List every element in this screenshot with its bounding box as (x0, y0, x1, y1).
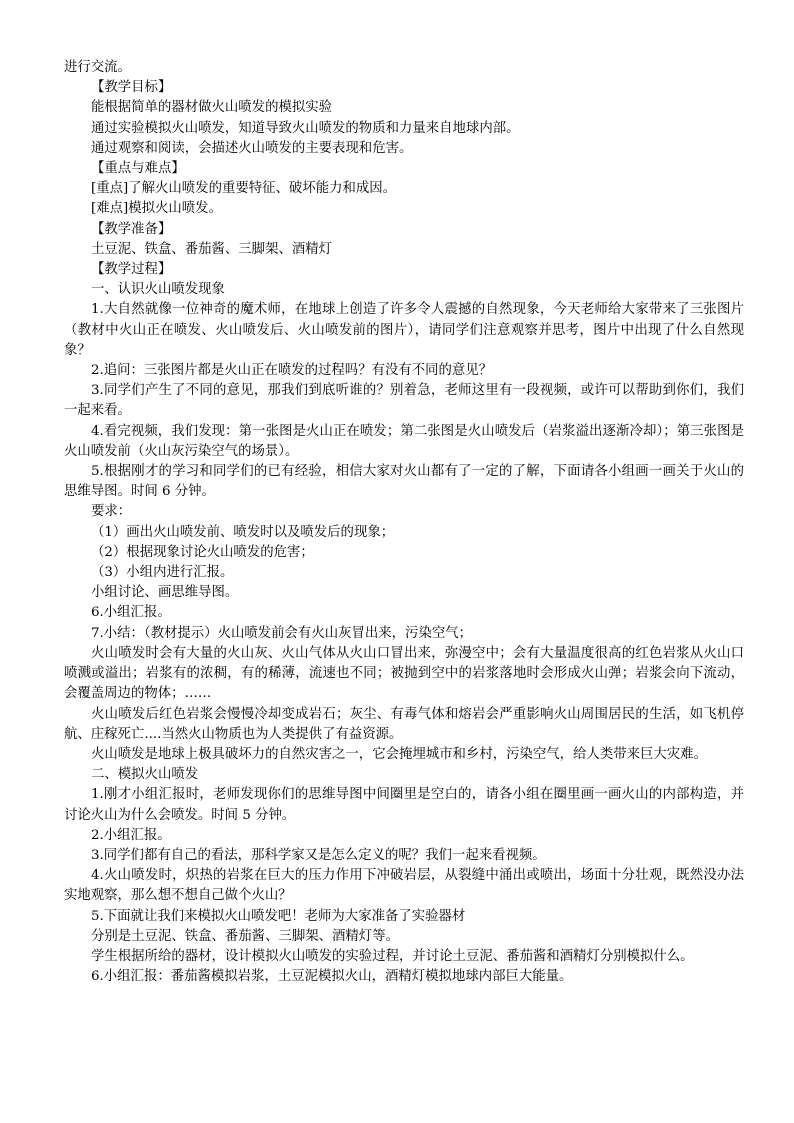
requirements-label: 要求： (91, 504, 132, 520)
section-title: 一、认识火山喷发现象 (91, 282, 225, 298)
requirement-item: （3）小组内进行汇报。 (91, 565, 234, 581)
heading-key-difficult: 【重点与难点】 (91, 161, 185, 177)
paragraph: 分别是土豆泥、铁盒、番茄酱、三脚架、酒精灯等。 (91, 928, 399, 944)
paragraph: 1.刚才小组汇报时，老师发现你们的思维导图中间圈里是空白的，请各小组在圈里画一画火山的内部构造，并讨论火山为什么会喷发。时间 5 分钟。 (64, 787, 744, 823)
goal-item: 通过观察和阅读，会描述火山喷发的主要表现和危害。 (91, 140, 413, 156)
paragraph: 小组讨论、画思维导图。 (91, 585, 239, 601)
paragraph: 4.火山喷发时，炽热的岩浆在巨大的压力作用下冲破岩层，从裂缝中涌出或喷出，场面十分壮观，既然没办法实地观察，那么想不想自己做个火山？ (64, 868, 744, 904)
prep-materials: 土豆泥、铁盒、番茄酱、三脚架、酒精灯 (91, 241, 333, 257)
heading-teaching-prep: 【教学准备】 (91, 221, 172, 237)
goal-item: 通过实验模拟火山喷发，知道导致火山喷发的物质和力量来自地球内部。 (91, 120, 520, 136)
paragraph: 火山喷发是地球上极具破坏力的自然灾害之一，它会掩埋城市和乡村，污染空气，给人类带来巨大灾难。 (91, 746, 707, 762)
paragraph: 3.同学们都有自己的看法，那科学家又是怎么定义的呢？我们一起来看视频。 (91, 847, 546, 863)
paragraph: 6.小组汇报。 (91, 605, 171, 621)
paragraph: 2.小组汇报。 (91, 827, 171, 843)
section-title: 二、模拟火山喷发 (91, 767, 199, 783)
heading-teaching-process: 【教学过程】 (91, 262, 172, 278)
key-point: [重点]了解火山喷发的重要特征、破坏能力和成因。 (91, 181, 397, 197)
intro-line: 进行交流。 (64, 60, 131, 75)
paragraph: 6.小组汇报：番茄酱模拟岩浆，土豆泥模拟火山，酒精灯模拟地球内部巨大能量。 (91, 969, 573, 985)
paragraph: 3.同学们产生了不同的意见，那我们到底听谁的？别着急，老师这里有一段视频，或许可以帮助到你们，我们一起来看。 (64, 383, 744, 419)
paragraph: 5.根据刚才的学习和同学们的已有经验，相信大家对火山都有了一定的了解，下面请各小组画一画关于火山的思维导图。时间 6 分钟。 (64, 464, 744, 500)
paragraph: 1.大自然就像一位神奇的魔术师，在地球上创造了许多令人震撼的自然现象，今天老师给大家带来了三张图片（教材中火山正在喷发、火山喷发后、火山喷发前的图片），请同学们注意观察并思考，图片中出现了什么自然现象？ (64, 302, 744, 358)
paragraph: 4.看完视频，我们发现：第一张图是火山正在喷发；第二张图是火山喷发后（岩浆溢出逐渐冷却）；第三张图是火山喷发前（火山灰污染空气的场景）。 (64, 423, 744, 459)
heading-teaching-goals: 【教学目标】 (91, 80, 172, 96)
paragraph: 学生根据所给的器材，设计模拟火山喷发的实验过程，并讨论土豆泥、番茄酱和酒精灯分别模拟什么。 (91, 948, 694, 964)
requirement-item: （2）根据现象讨论火山喷发的危害； (91, 544, 314, 560)
paragraph: 火山喷发时会有大量的火山灰、火山气体从火山口冒出来，弥漫空中；会有大量温度很高的红色岩浆从火山口喷溅或溢出；岩浆有的浓稠，有的稀薄，流速也不同；被抛到空中的岩浆落地时会形成火山弹；岩浆会向下流动，会覆盖周边的物体；…… (64, 645, 744, 702)
paragraph: 2.追问：三张图片都是火山正在喷发的过程吗？有没有不同的意见？ (91, 363, 493, 379)
paragraph: 7.小结：（教材提示）火山喷发前会有火山灰冒出来，污染空气； (91, 625, 473, 641)
goal-item: 能根据简单的器材做火山喷发的模拟实验 (91, 100, 333, 116)
difficult-point: [难点]模拟火山喷发。 (91, 201, 222, 217)
paragraph: 5.下面就让我们来模拟火山喷发吧！老师为大家准备了实验器材 (91, 908, 466, 924)
paragraph: 火山喷发后红色岩浆会慢慢冷却变成岩石；灰尘、有毒气体和熔岩会严重影响火山周围居民的生活，如飞机停航、庄稼死亡....当然火山物质也为人类提供了有益资源。 (64, 706, 744, 742)
document-page (64, 58, 744, 987)
requirement-item: （1）画出火山喷发前、喷发时以及喷发后的现象； (91, 524, 395, 540)
